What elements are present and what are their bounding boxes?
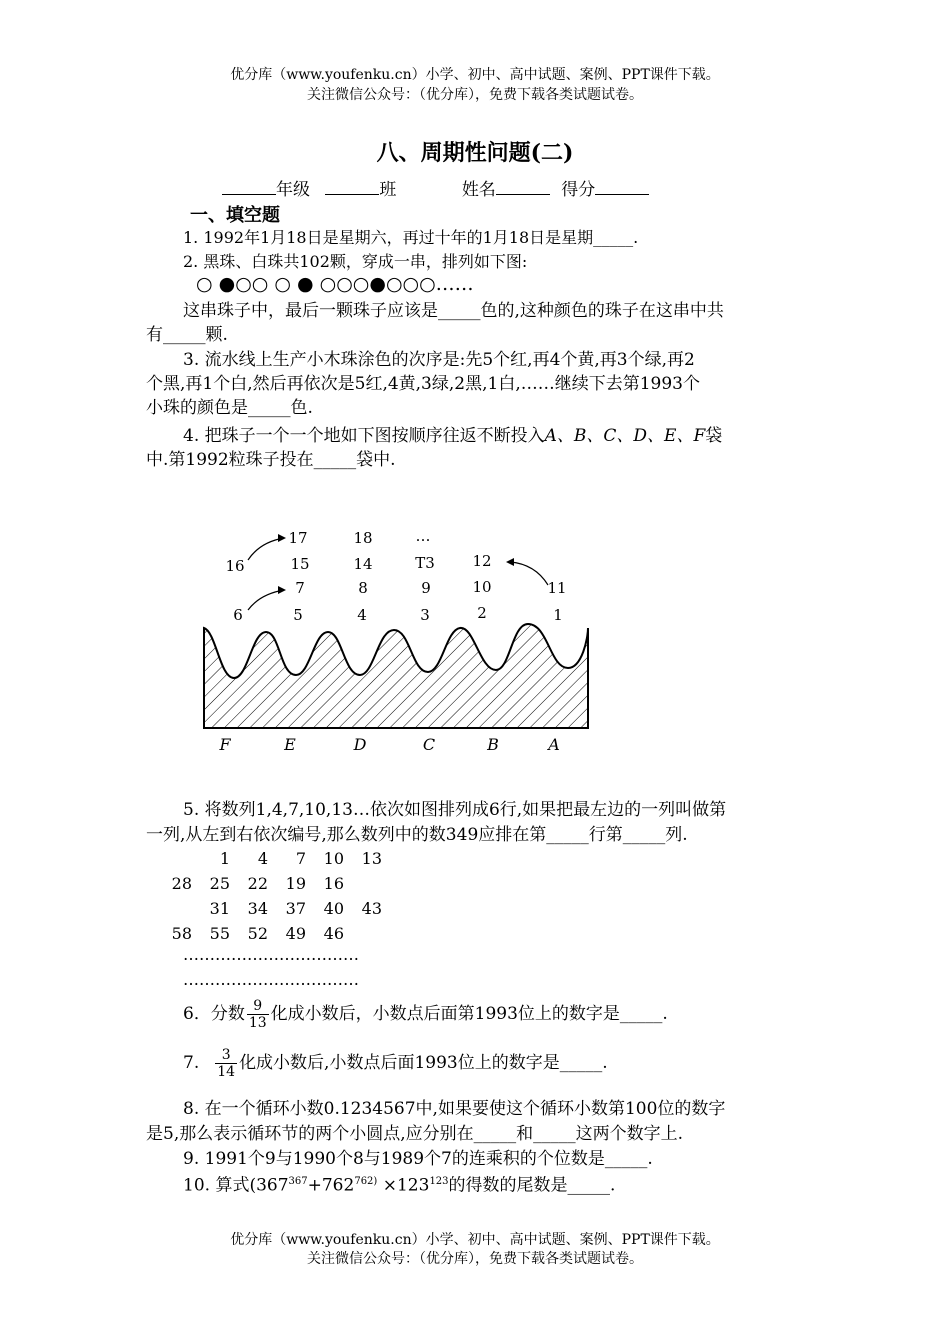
fig-num: 14: [353, 555, 373, 573]
question-9: 9. 1991个9与1990个8与1989个7的连乘积的个位数是_____.: [183, 1149, 653, 1169]
name-label: 姓名: [461, 180, 496, 200]
fig-num: 9: [421, 579, 431, 597]
bead-sequence: ○ ●○○ ○ ● ○○○●○○○……: [196, 273, 474, 295]
question-7: [183, 1047, 608, 1080]
fig-num: 4: [357, 606, 367, 624]
bag-label-b: B: [487, 735, 499, 754]
fig-num: 12: [472, 552, 492, 570]
fig-num: …: [415, 527, 431, 545]
student-info: [222, 175, 649, 200]
fig-num: 17: [288, 529, 308, 547]
grid-cell: 58: [171, 924, 192, 943]
question-5-line-2: 一列,从左到右依次编号,那么数列中的数349应排在第_____行第_____列.: [146, 825, 688, 845]
question-7-text-a: 7.: [183, 1053, 200, 1073]
grid-cell: 19: [285, 874, 306, 893]
fig-num: 5: [293, 606, 303, 624]
grid-cell: 34: [247, 899, 268, 918]
question-4-line-2: 中.第1992粒珠子投在_____袋中.: [146, 450, 396, 470]
bag-label-a: A: [548, 735, 560, 754]
grid-cell: 43: [361, 899, 382, 918]
question-7-text-b: 化成小数后,小数点后面1993位上的数字是_____.: [239, 1053, 608, 1073]
question-3-line-3: 小珠的颜色是_____色.: [146, 398, 313, 418]
question-6-text-b: 化成小数后，小数点后面第1993位上的数字是_____.: [270, 1004, 668, 1024]
fraction-3-14: $\frac{3}{14}$: [217, 1047, 236, 1080]
grid-cell: 22: [247, 874, 268, 893]
grid-cell: 10: [323, 849, 344, 868]
question-4-text-b: 袋: [705, 426, 723, 446]
question-2-line-3: 有_____颗.: [146, 325, 228, 345]
grid-cell: 55: [209, 924, 230, 943]
question-1: 1. 1992年1月18日是星期六，再过十年的1月18日是星期_____.: [183, 228, 639, 247]
footer-line-1: 优分库（www.youfenku.cn）小学、初中、高中试题、案例、PPT课件下载。: [230, 1232, 720, 1248]
fig-num: 10: [472, 578, 492, 596]
grid-cell: 37: [285, 899, 306, 918]
grid-cell: 31: [209, 899, 230, 918]
question-8-line-2: 是5,那么表示循环节的两个小圆点,应分别在_____和_____这两个数字上.: [146, 1124, 684, 1144]
fig-num: T3: [415, 554, 435, 572]
class-label: 班: [379, 180, 397, 200]
q10-part: 的得数的尾数是_____.: [448, 1175, 616, 1196]
question-3-line-1: 3. 流水线上生产小木珠涂色的次序是:先5个红,再4个黄,再3个绿,再2: [183, 350, 695, 370]
section-heading: 一、填空题: [190, 205, 280, 226]
bag-label-d: D: [353, 735, 367, 754]
q10-part: ×123: [377, 1175, 430, 1196]
q10-exponent: 367: [288, 1176, 308, 1187]
fig-num: 7: [295, 579, 305, 597]
bag-label-c: C: [422, 735, 436, 754]
arrow-icon: [248, 538, 548, 610]
continuation-dots: ……………………………: [183, 970, 359, 989]
q10-part: +762: [307, 1175, 355, 1196]
header-line-2: 关注微信公众号：（优分库），免费下载各类试题试卷。: [307, 87, 643, 103]
question-2-line-2: 这串珠子中，最后一颗珠子应该是_____色的,这种颜色的珠子在这串中共: [183, 301, 724, 321]
footer-line-2: 关注微信公众号：（优分库），免费下载各类试题试卷。: [307, 1251, 643, 1267]
grid-cell: 25: [209, 874, 230, 893]
grid-cell: 4: [257, 849, 268, 868]
grid-cell: 1: [219, 849, 230, 868]
score-label: 得分: [561, 180, 596, 200]
fig-num: 18: [353, 529, 373, 547]
q10-exponent: 762): [354, 1176, 378, 1187]
header-line-1: 优分库（www.youfenku.cn）小学、初中、高中试题、案例、PPT课件下载。: [230, 67, 720, 83]
question-10: [183, 1170, 615, 1198]
continuation-dots: ……………………………: [183, 945, 359, 964]
grid-cell: 46: [323, 924, 344, 943]
fig-num: 11: [547, 579, 567, 597]
fig-num: 2: [477, 604, 487, 622]
question-8-line-1: 8. 在一个循环小数0.1234567中,如果要使这个循环小数第100位的数字: [183, 1099, 726, 1119]
q10-exponent: 123: [429, 1176, 449, 1187]
question-6-text-a: 6．分数: [183, 1004, 245, 1024]
grid-cell: 52: [247, 924, 268, 943]
grade-label: 年级: [276, 180, 310, 200]
grid-cell: 28: [171, 874, 192, 893]
question-5-line-1: 5. 将数列1,4,7,10,13…依次如图排列成6行,如果把最左边的一列叫做第: [183, 800, 727, 820]
grid-cell: 13: [361, 849, 382, 868]
question-3-line-2: 个黑,再1个白,然后再依次是5红,4黄,3绿,2黑,1白,……继续下去第1993个: [146, 374, 700, 394]
bag-wave-shape: [204, 624, 588, 728]
question-2-text: 2. 黑珠、白珠共102颗，穿成一串，排列如下图:: [183, 252, 528, 271]
fig-num: 6: [233, 606, 243, 624]
question-6: [183, 998, 668, 1031]
bag-figure: [190, 520, 610, 760]
bag-names: A、B、C、D、E、F: [544, 426, 706, 446]
grid-cell: 16: [323, 874, 344, 893]
grid-cell: 7: [295, 849, 306, 868]
fig-num: 15: [290, 555, 310, 573]
question-4-line-1: [183, 424, 722, 448]
fig-num: 1: [553, 606, 563, 624]
grid-cell: 40: [323, 899, 344, 918]
q10-part: 10. 算式(367: [183, 1175, 289, 1196]
fig-num: 3: [420, 606, 430, 624]
grid-cell: 49: [285, 924, 306, 943]
fig-num: 8: [358, 579, 368, 597]
fig-num: 16: [225, 557, 245, 575]
fraction-9-13: $\frac{9}{13}$: [248, 998, 267, 1031]
question-4-text-a: 4. 把珠子一个一个地如下图按顺序往返不断投入: [183, 426, 545, 446]
bag-label-e: E: [284, 735, 296, 754]
page-title: 八、周期性问题(二): [376, 140, 574, 166]
bag-label-f: F: [219, 735, 231, 754]
